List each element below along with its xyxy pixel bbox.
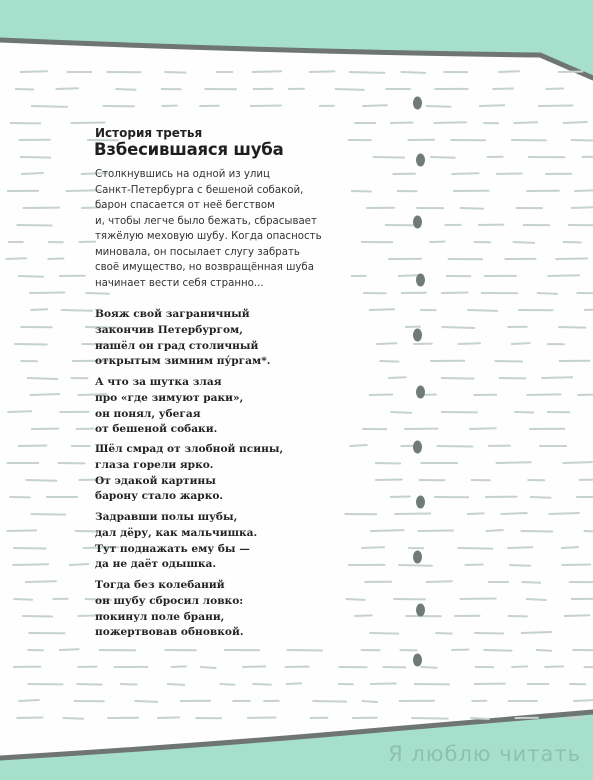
poem-line: пожертвовав обновкой. [95,626,244,639]
fur-stroke [468,513,484,514]
fur-stroke [251,106,281,107]
fur-stroke [545,666,563,667]
fur-stroke [389,377,406,378]
fur-stroke [16,89,33,90]
poem-line: Вояж свой заграничный [95,308,250,320]
fur-stroke [21,157,51,158]
fur-stroke [371,530,404,531]
fur-stroke [495,361,522,362]
intro-line: и, чтобы легче было бежать, сбрасывает [95,215,317,227]
poem-line: От эдакой картины [95,474,216,487]
fur-stroke [19,700,39,701]
fur-stroke [22,173,43,174]
fur-stroke [563,462,592,463]
fur-stroke [23,616,52,617]
fur-stroke [572,207,593,208]
fur-stroke [252,71,281,72]
fur-stroke [559,327,585,328]
fur-stroke [515,412,533,413]
intro-line: тяжёлую меховую шубу. Когда опасность [95,231,322,242]
fur-stroke [556,259,587,260]
fur-stroke [362,547,384,548]
fur-stroke [371,684,396,685]
poem-line: про «где зимуют раки», [95,391,244,404]
fur-stroke [584,531,593,532]
fur-stroke [580,479,593,480]
fur-stroke [572,140,593,141]
fur-stroke [564,122,587,123]
fur-stroke [380,361,398,362]
fur-stroke [399,275,420,276]
poem-line: глаза горели ярко. [95,458,214,471]
fur-stroke [15,344,47,345]
poem-stanza-1 [95,307,270,370]
fur-stroke [376,463,400,464]
fur-stroke [502,513,527,514]
fur-stroke [31,309,47,310]
poem-line: покинул поле брани, [95,610,225,623]
coat-button [416,154,425,167]
fur-stroke [499,71,519,72]
fur-stroke [521,531,552,532]
fur-stroke [377,343,396,344]
fur-stroke [355,615,372,616]
fur-stroke [350,72,385,73]
fur-stroke [336,89,364,90]
poem-line: открытым зимним пу́ргам*. [95,355,271,368]
fur-stroke [64,718,84,719]
fur-stroke [253,684,271,685]
fur-stroke [310,71,335,72]
fur-stroke [71,123,104,124]
fur-stroke [562,547,578,548]
fur-stroke [32,106,67,107]
fur-stroke [288,650,323,651]
poem-line: дал дёру, как мальчишка. [95,526,258,539]
fur-stroke [461,599,496,600]
coat-button [416,274,425,287]
fur-stroke [493,89,513,90]
site-watermark: Я люблю читать [388,742,581,766]
fur-stroke [512,343,530,344]
fur-stroke [19,276,43,277]
fur-stroke [77,684,102,685]
poem-line: Задравши полы шубы, [95,511,238,523]
fur-stroke [62,310,92,311]
fur-stroke [468,310,497,311]
coat-button [416,604,425,617]
fur-stroke [26,480,56,481]
fur-stroke [575,190,593,191]
fur-stroke [395,514,430,515]
poem-stanza-4 [95,510,257,573]
intro-paragraph [95,167,335,291]
fur-stroke [60,649,79,650]
fur-stroke [14,548,46,549]
poem-line: от бешеной собаки. [95,423,218,436]
fur-stroke [538,293,557,294]
coat-button [416,496,425,509]
fur-stroke [363,701,377,702]
fur-stroke [412,718,448,719]
fur-stroke [442,327,474,328]
fur-stroke [461,208,484,209]
fur-stroke [470,428,496,429]
fur-stroke [427,581,452,582]
fur-stroke [391,497,410,498]
poem-line: он шубу сбросил ловко: [95,594,244,607]
fur-stroke [421,667,436,668]
fur-stroke [442,378,474,379]
fur-stroke [531,497,551,498]
fur-stroke [487,530,503,531]
fur-stroke [548,275,579,276]
fur-stroke [508,547,532,548]
poem-stanza-2 [95,375,243,438]
fur-stroke [522,582,540,583]
fur-stroke [522,632,552,633]
fur-stroke [471,718,489,719]
fur-stroke [14,599,32,600]
intro-line: барон спасается от неё бегством [95,200,275,211]
fur-stroke [418,531,453,532]
fur-stroke [70,564,89,565]
fur-stroke [287,683,302,684]
poem-line: да не даёт одышка. [95,558,217,571]
fur-stroke [542,377,572,378]
poem-line: Тут поднажать ему бы — [95,542,250,555]
coat-button [413,97,422,110]
fur-stroke [497,462,531,463]
fur-stroke [539,106,573,107]
fur-stroke [31,394,60,395]
fur-stroke [243,666,265,667]
fur-stroke [158,717,179,718]
fur-stroke [201,667,216,668]
intro-line: миновала, он посылает слугу забрать [95,246,300,258]
fur-stroke [21,71,47,72]
fur-stroke [116,89,135,90]
fur-stroke [172,666,186,667]
fur-stroke [512,666,527,667]
fur-stroke [514,242,535,243]
fur-stroke [13,564,48,565]
fur-stroke [550,513,579,514]
fur-stroke [458,548,492,549]
coat-button [413,441,422,454]
fur-stroke [391,123,413,124]
fur-stroke [497,174,522,175]
fur-stroke [399,565,432,566]
coat-button [413,654,422,667]
fur-stroke [438,446,473,447]
fur-stroke [510,565,530,566]
fur-stroke [363,105,387,106]
chapter-title: Взбесившаяся шуба [94,140,284,159]
fur-stroke [402,72,426,73]
fur-stroke [28,378,58,379]
fur-stroke [17,718,42,719]
fur-stroke [370,395,393,396]
fur-stroke [56,88,78,89]
fur-stroke [565,615,590,616]
fur-stroke [466,565,483,566]
poem-stanza-5 [95,578,244,641]
fur-stroke [346,599,364,600]
poem-line: он понял, убегая [95,407,201,420]
intro-line: Столкнувшись на одной из улиц [95,169,270,180]
fur-stroke [546,89,563,90]
fur-stroke [17,225,51,226]
fur-stroke [431,157,455,158]
fur-stroke [436,633,452,634]
coat-button [413,551,422,564]
fur-stroke [165,72,185,73]
fur-stroke [6,258,25,259]
coat-button [416,386,425,399]
fur-stroke [86,293,109,294]
fur-stroke [373,157,404,158]
fur-stroke [220,684,234,685]
fur-stroke [370,633,398,634]
poem-line: Шёл смрад от злобной псины, [95,443,284,455]
fur-stroke [480,105,504,106]
fur-stroke [527,599,546,600]
fur-stroke [26,581,56,582]
poem-line: Тогда без колебаний [95,579,225,591]
fur-stroke [8,411,31,412]
fur-stroke [459,343,481,344]
fur-stroke [584,667,593,668]
fur-stroke [352,191,371,192]
fur-stroke [578,394,593,395]
coat-button [413,329,422,342]
fur-stroke [475,633,503,634]
fur-stroke [30,293,64,294]
chapter-kicker: История третья [95,126,203,140]
fur-stroke [562,565,590,566]
intro-line: начинает вести себя странно... [95,277,264,289]
fur-stroke [427,106,451,107]
poem-line: барону стало жарко. [95,490,224,503]
fur-stroke [559,72,583,73]
fur-stroke [48,259,63,260]
fur-stroke [574,700,593,701]
fur-stroke [168,684,184,685]
poem-line: закончив Петербургом, [95,323,243,336]
fur-stroke [376,480,402,481]
fur-stroke [527,394,560,395]
poem-line: А что за шутка злая [95,376,222,388]
fur-stroke [370,309,394,310]
fur-stroke [514,122,537,123]
fur-stroke [19,446,47,447]
fur-stroke [434,122,465,123]
fur-stroke [121,684,137,685]
fur-stroke [484,650,511,651]
fur-stroke [537,650,552,651]
fur-stroke [248,718,276,719]
fur-stroke [583,156,593,157]
fur-stroke [7,530,36,531]
fur-stroke [442,293,468,294]
fur-stroke [32,514,66,515]
poem-stanza-3 [95,442,283,505]
poem-line: нашёл он град столичный [95,339,259,352]
fur-stroke [135,701,157,702]
intro-line: Санкт-Петербурга с бешеной собакой, [95,184,304,196]
fur-stroke [313,701,346,702]
fur-stroke [391,412,411,413]
fur-stroke [452,173,479,174]
fur-stroke [350,445,367,446]
coat-button [413,216,422,229]
intro-line: своё имущество, но возвращённая шуба [95,262,314,273]
fur-stroke [585,309,593,310]
